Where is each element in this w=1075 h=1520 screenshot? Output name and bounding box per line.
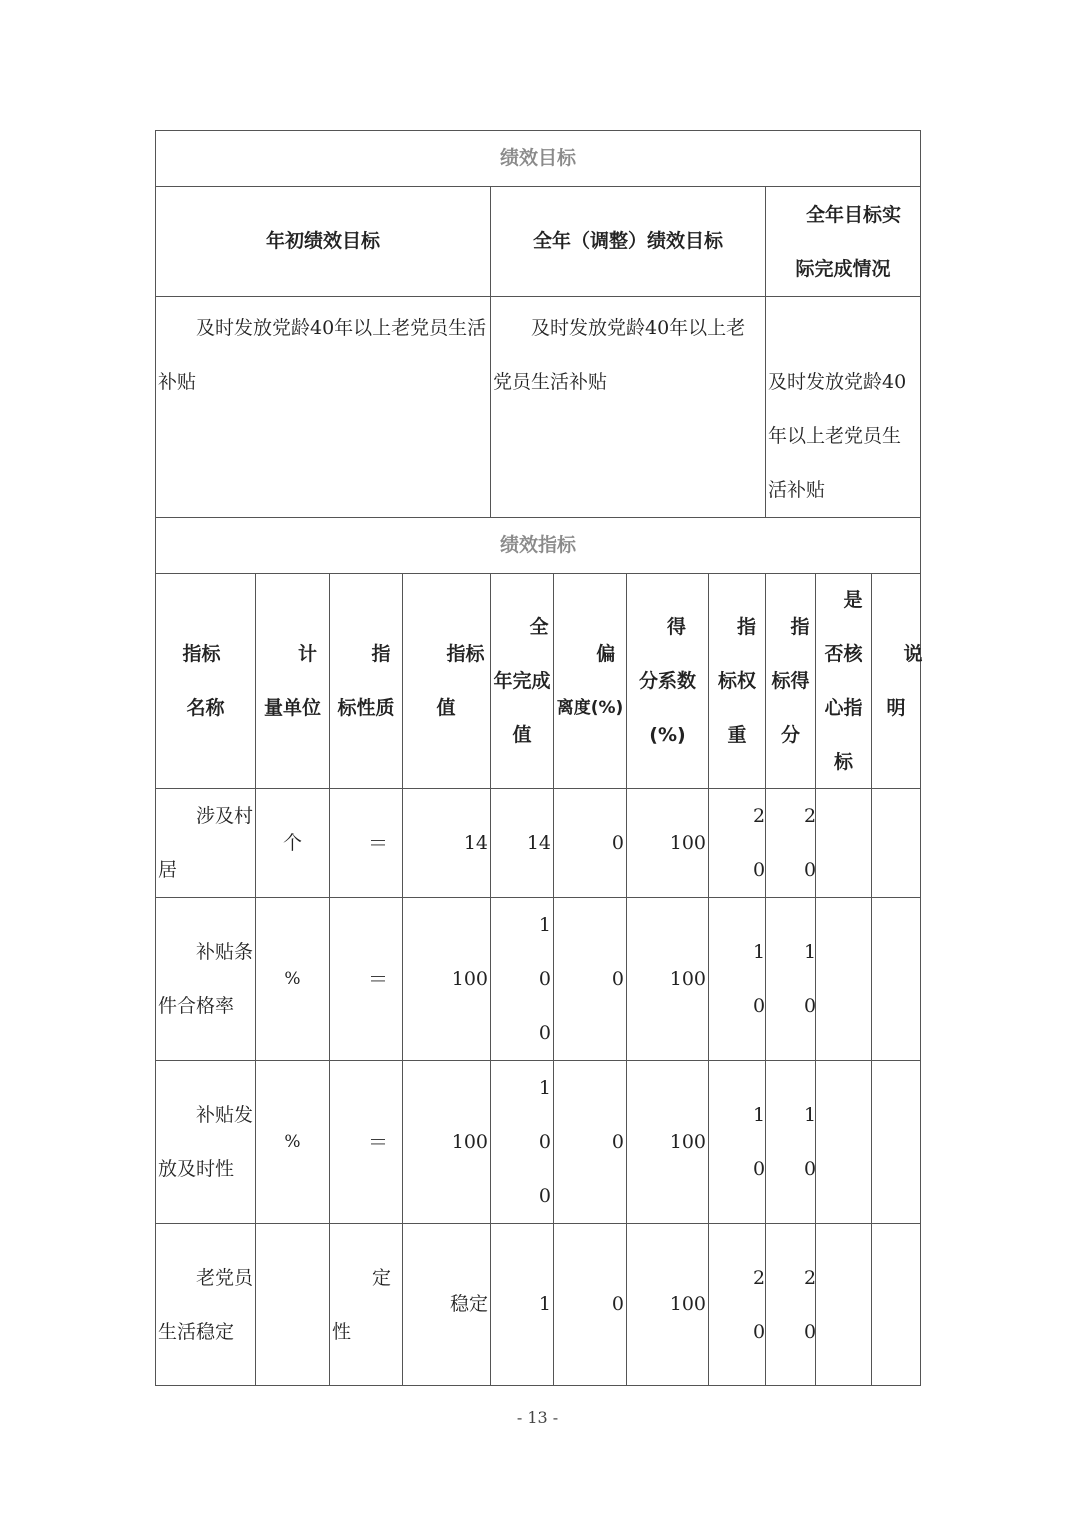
table-row — [156, 898, 921, 1061]
initial-goal-cell — [156, 297, 491, 518]
header-weight-line1: 指 — [736, 615, 756, 638]
page-number: - 13 - — [516, 1408, 559, 1427]
actual-goal-text: 及时发放党龄40年以上老党员生活补贴 — [768, 371, 907, 501]
actual-goal-header-line1: 全年目标实 — [806, 203, 902, 226]
header-deviation-line2: 离度(%) — [556, 697, 624, 718]
unit-cell — [256, 1224, 330, 1386]
deviation-cell: 0 — [554, 1224, 627, 1386]
header-score-line1: 指 — [790, 615, 810, 638]
deviation-cell: 0 — [554, 1061, 627, 1224]
header-coefficient-line3: (%) — [649, 723, 686, 746]
score-cell: 10 — [766, 898, 816, 1061]
header-value-line1: 指标 — [446, 642, 485, 665]
header-coefficient-line2: 分系数 — [638, 669, 696, 692]
completed-cell: 100 — [491, 898, 554, 1061]
value-cell: 稳定 — [403, 1224, 491, 1386]
indicator-name-cell — [156, 1061, 256, 1224]
completed-cell: 1 — [491, 1224, 554, 1386]
coefficient-cell: 100 — [627, 898, 709, 1061]
nature-cell: ＝ — [330, 789, 403, 898]
header-completed — [491, 574, 554, 789]
header-name-line2: 名称 — [186, 696, 225, 719]
header-deviation-line1: 偏 — [596, 642, 616, 665]
table-row — [156, 789, 921, 898]
core-cell — [816, 1061, 872, 1224]
coefficient-cell: 100 — [627, 1061, 709, 1224]
header-nature-line1: 指 — [371, 642, 391, 665]
header-completed-line2: 年完成 — [493, 669, 551, 692]
header-coefficient — [627, 574, 709, 789]
score-cell: 10 — [766, 1061, 816, 1224]
header-core — [816, 574, 872, 789]
value-cell: 100 — [403, 898, 491, 1061]
coefficient-cell: 100 — [627, 1224, 709, 1386]
indicator-name-cell — [156, 789, 256, 898]
nature-cell: 定性 — [330, 1224, 403, 1386]
header-weight-line2: 标权 — [717, 669, 756, 692]
unit-cell: 个 — [256, 789, 330, 898]
initial-goal-text: 及时发放党龄40年以上老党员生活补贴 — [158, 317, 487, 393]
unit-cell: % — [256, 898, 330, 1061]
indicator-name: 老党员生活稳定 — [158, 1266, 254, 1343]
header-weight-line3: 重 — [727, 723, 747, 746]
header-completed-line3: 值 — [512, 723, 532, 746]
header-score-line2: 标得 — [771, 669, 810, 692]
header-name-line1: 指标 — [182, 642, 221, 665]
header-core-line4: 标 — [833, 750, 853, 773]
completed-cell: 100 — [491, 1061, 554, 1224]
table-row — [156, 1224, 921, 1386]
actual-goal-header-line2: 际完成情况 — [795, 257, 891, 280]
header-core-line2: 否核 — [824, 642, 863, 665]
header-unit-line1: 计 — [297, 642, 317, 665]
header-value — [403, 574, 491, 789]
deviation-cell: 0 — [554, 789, 627, 898]
adjusted-goal-header: 全年（调整）绩效目标 — [491, 187, 766, 297]
note-cell — [872, 898, 921, 1061]
header-unit-line2: 量单位 — [263, 696, 321, 719]
header-note — [872, 574, 921, 789]
completed-cell: 14 — [491, 789, 554, 898]
indicator-name: 补贴发放及时性 — [158, 1104, 254, 1180]
header-note-line2: 明 — [886, 696, 906, 719]
table-row — [156, 1061, 921, 1224]
value-cell: 100 — [403, 1061, 491, 1224]
value-cell: 14 — [403, 789, 491, 898]
header-coefficient-line1: 得 — [666, 615, 686, 638]
performance-table — [155, 130, 921, 1386]
indicator-name-cell — [156, 1224, 256, 1386]
header-weight — [709, 574, 766, 789]
adjusted-goal-text: 及时发放党龄40年以上老党员生活补贴 — [493, 317, 746, 393]
indicator-section-title: 绩效指标 — [156, 518, 921, 574]
score-cell: 20 — [766, 789, 816, 898]
adjusted-goal-cell — [491, 297, 766, 518]
note-cell — [872, 1224, 921, 1386]
indicator-name: 补贴条件合格率 — [158, 941, 254, 1017]
core-cell — [816, 789, 872, 898]
header-score-line3: 分 — [780, 723, 800, 746]
header-nature — [330, 574, 403, 789]
weight-cell: 10 — [709, 898, 766, 1061]
actual-goal-header — [766, 187, 921, 297]
header-note-line1: 说 — [903, 642, 923, 665]
nature-cell: ＝ — [330, 898, 403, 1061]
weight-cell: 10 — [709, 1061, 766, 1224]
indicator-name: 涉及村居 — [158, 805, 254, 881]
indicator-name-cell — [156, 898, 256, 1061]
core-cell — [816, 898, 872, 1061]
header-core-line3: 心指 — [824, 696, 863, 719]
header-nature-line2: 标性质 — [337, 696, 395, 719]
deviation-cell: 0 — [554, 898, 627, 1061]
initial-goal-header: 年初绩效目标 — [156, 187, 491, 297]
unit-cell: % — [256, 1061, 330, 1224]
header-deviation — [554, 574, 627, 789]
actual-goal-cell — [766, 297, 921, 518]
score-cell: 20 — [766, 1224, 816, 1386]
note-cell — [872, 789, 921, 898]
header-unit — [256, 574, 330, 789]
weight-cell: 20 — [709, 1224, 766, 1386]
header-value-line2: 值 — [436, 696, 456, 719]
header-completed-line1: 全 — [529, 615, 549, 638]
goal-section-title: 绩效目标 — [156, 131, 921, 187]
header-core-line1: 是 — [843, 588, 863, 611]
header-score — [766, 574, 816, 789]
note-cell — [872, 1061, 921, 1224]
weight-cell: 20 — [709, 789, 766, 898]
core-cell — [816, 1224, 872, 1386]
header-name — [156, 574, 256, 789]
coefficient-cell: 100 — [627, 789, 709, 898]
nature-cell: ＝ — [330, 1061, 403, 1224]
